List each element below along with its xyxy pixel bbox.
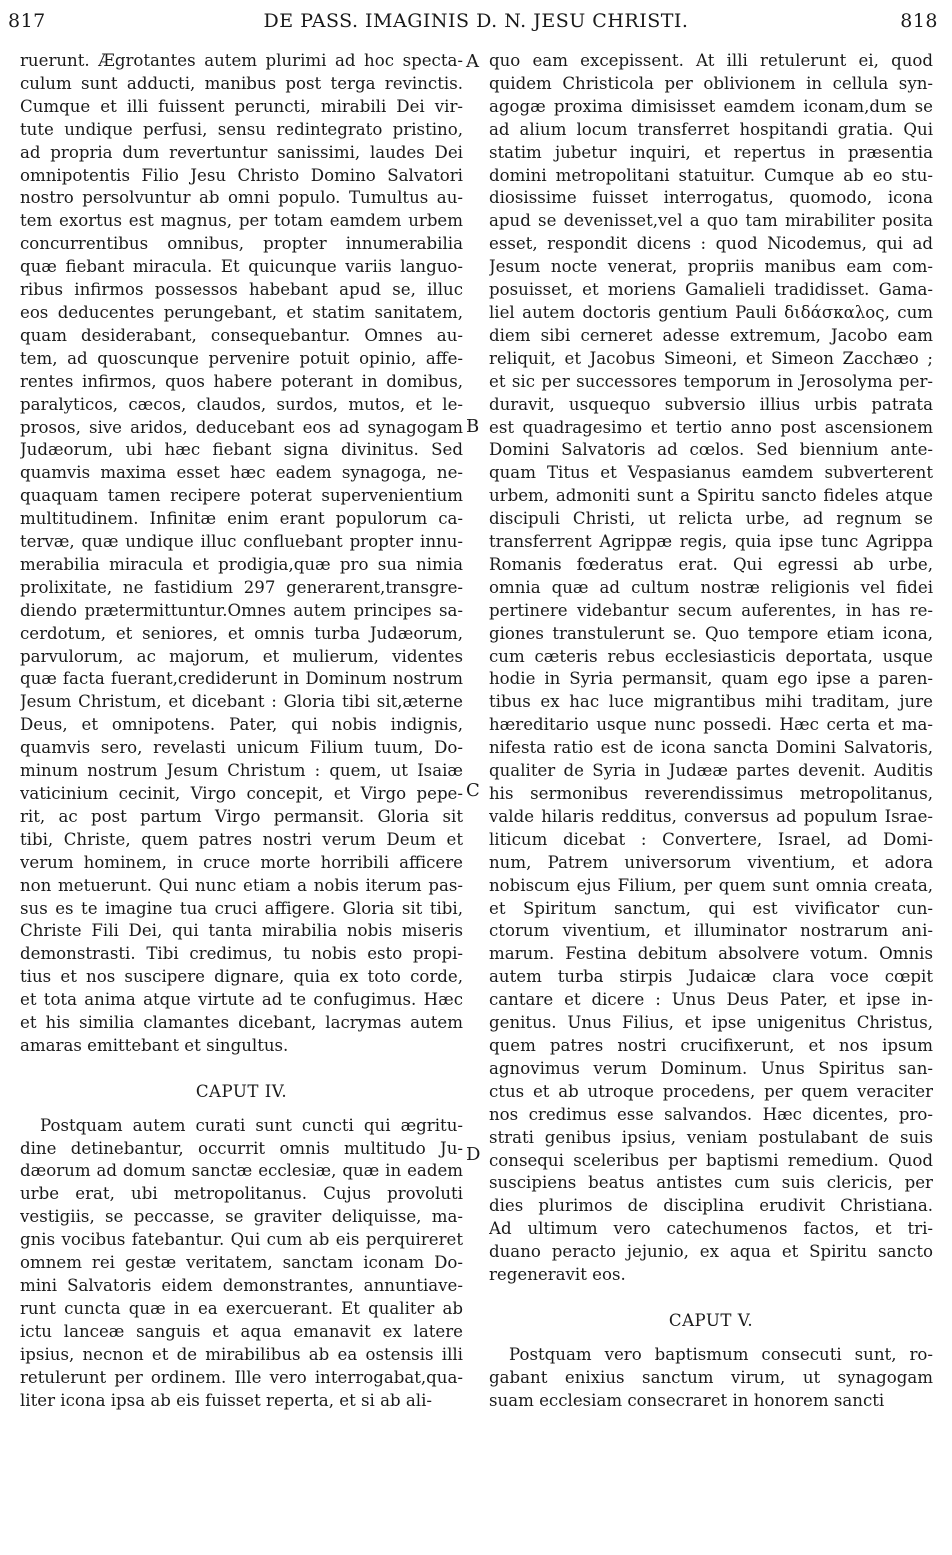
text-line: quæ fiebant miracula. Et quicunque variis languo- bbox=[20, 257, 463, 277]
text-line: quaquam tamen recipere poterat supervenientium bbox=[20, 486, 463, 506]
text-line: gabant enixius sanctum virum, ut synagogam bbox=[489, 1367, 933, 1387]
text-line: consequi sceleribus per baptismi remedium. Quod bbox=[489, 1150, 933, 1170]
right-column bbox=[489, 50, 933, 1412]
text-line: strati genibus ipsius, veniam postulabant de suis bbox=[489, 1127, 933, 1147]
chapter-heading-iv: CAPUT IV. bbox=[195, 1081, 288, 1101]
text-line: domini metropolitani statuitur. Cumque ab eo stu- bbox=[489, 165, 933, 185]
text-line: tibus ex hac luce migrantibus mihi traditam, jure bbox=[489, 692, 933, 712]
text-line: ruerunt. Ægrotantes autem plurimi ad hoc specta- bbox=[20, 51, 463, 70]
text-line: liticum dicebat : Convertere, Israel, ad Domi- bbox=[489, 829, 933, 849]
text-line: hæreditario usque nunc possedi. Hæc certa et ma- bbox=[489, 715, 933, 735]
text-line: his sermonibus reverendissimus metropolitanus, bbox=[489, 784, 933, 803]
text-line: ad alium locum transferret hospitandi gratia. Qui bbox=[489, 119, 933, 139]
text-line: agnovimus verum Dominum. Unus Spiritus san- bbox=[489, 1058, 933, 1078]
text-line: Domini Salvatoris ad cœlos. Sed biennium ante- bbox=[489, 440, 933, 460]
text-line: Ad ultimum vero catechumenos factos, et tri- bbox=[489, 1219, 933, 1239]
text-line: diem sibi cerneret adesse extremum, Jacobo eam bbox=[489, 325, 933, 345]
text-line: liel autem doctoris gentium Pauli διδάσκαλος, cum bbox=[489, 302, 933, 322]
left-page-number: 817 bbox=[8, 10, 46, 32]
text-line: Jesum Christum, et dicebant : Gloria tibi sit,æterne bbox=[20, 692, 463, 712]
text-line: tius et nos suscipere dignare, quia ex toto corde, bbox=[20, 967, 463, 987]
margin-marker-c: C bbox=[466, 780, 480, 801]
text-line: gnis vocibus fatebantur. Qui cum ab eis perquireret bbox=[20, 1230, 463, 1250]
text-line: tibi, Christe, quem patres nostri verum Deum et bbox=[20, 829, 463, 849]
text-line: marum. Festina debitum absolvere votum. Omnis bbox=[489, 944, 933, 964]
text-line: ipsius, necnon et de mirabilibus ab ea ostensis illi bbox=[20, 1344, 463, 1364]
text-line: demonstrasti. Tibi credimus, tu nobis esto propi- bbox=[20, 944, 463, 964]
text-line: non metuerunt. Qui nunc etiam a nobis iterum pas- bbox=[20, 875, 463, 895]
text-line: statim jubetur inquiri, et repertus in præsentia bbox=[489, 142, 933, 162]
text-line: quæ facta fuerant,crediderunt in Dominum nostrum bbox=[20, 669, 463, 689]
text-line: paralyticos, cæcos, claudos, surdos, mutos, et le- bbox=[20, 394, 463, 414]
text-line: ribus infirmos possessos habebant apud se, illuc bbox=[20, 280, 463, 300]
left-paragraph-1 bbox=[20, 50, 463, 1058]
text-line: culum sunt adducti, manibus post terga revinctis. bbox=[20, 73, 463, 93]
text-line: transferrent Agrippæ regis, quia ipse tunc Agrippa bbox=[489, 532, 933, 552]
text-line: quamvis maxima esset hæc eadem synagoga, ne- bbox=[20, 463, 463, 483]
text-line: cerdotum, et seniores, et omnis turba Judæorum, bbox=[20, 623, 463, 643]
text-line: ictu lanceæ sanguis et aqua emanavit ex latere bbox=[20, 1321, 463, 1341]
text-line: num, Patrem universorum viventium, et adora bbox=[489, 852, 933, 872]
running-title: DE PASS. IMAGINIS D. N. JESU CHRISTI. bbox=[263, 10, 689, 32]
text-line: omnipotentis Filio Jesu Christo Domino Salvatori bbox=[20, 165, 463, 185]
text-line: apud se devenisset,vel a quo tam mirabiliter posita bbox=[489, 211, 933, 231]
text-line: autem turba stirpis Judaicæ clara voce cœpit bbox=[489, 967, 933, 987]
text-line: cantare et dicere : Unus Deus Pater, et ipse in- bbox=[489, 990, 933, 1010]
text-line: minum nostrum Jesum Christum : quem, ut Isaiæ bbox=[20, 761, 463, 781]
text-line: sus es te imagine tua cruci affigere. Gloria sit tibi, bbox=[20, 898, 463, 918]
text-line: Postquam vero baptismum consecuti sunt, ro- bbox=[509, 1344, 933, 1364]
text-line: omnem rei gestæ veritatem, sanctam iconam Do- bbox=[20, 1253, 463, 1273]
text-line: verum hominem, in cruce morte horribili afficere bbox=[20, 852, 463, 872]
text-line: nifesta ratio est de icona sancta Domini Salvatoris, bbox=[489, 738, 933, 758]
text-line: rentes infirmos, quos habere poterant in domibus, bbox=[20, 371, 463, 391]
text-line: et Spiritum sanctum, qui est vivificator cun- bbox=[489, 898, 933, 918]
text-line: quam desiderabant, consequebantur. Omnes au- bbox=[20, 325, 463, 345]
text-line: duravit, usquequo subversio illius urbis patrata bbox=[489, 394, 933, 414]
text-line: qualiter de Syria in Judææ partes devenit. Auditis bbox=[489, 761, 933, 781]
text-line: diendo prætermittuntur.Omnes autem principes sa- bbox=[20, 600, 463, 620]
left-paragraph-2 bbox=[20, 1115, 463, 1413]
text-line: valde hilaris redditus, conversus ad populum Israe- bbox=[489, 806, 933, 826]
margin-marker-d: D bbox=[466, 1144, 481, 1165]
text-line: nobiscum ejus Filium, per quem sunt omnia creata, bbox=[489, 875, 933, 895]
text-line: multitudinem. Infinitæ enim erant populorum ca- bbox=[20, 509, 463, 529]
text-line: ctorum viventium, et illuminator nostrarum ani- bbox=[489, 921, 933, 941]
left-column bbox=[20, 50, 463, 1412]
text-line: et sic per successores temporum in Jerosolyma per- bbox=[489, 371, 933, 391]
text-line: tervæ, quæ undique illuc confluebant propter innu- bbox=[20, 532, 463, 552]
text-line: discipuli Christi, ut relicta urbe, ad regnum se bbox=[489, 509, 933, 529]
margin-marker-a: A bbox=[466, 51, 479, 72]
text-line: Romanis fœderatus erat. Qui egressi ab urbe, bbox=[489, 554, 933, 574]
right-page-number: 818 bbox=[900, 10, 938, 32]
text-line: quam Titus et Vespasianus eamdem subverterent bbox=[489, 463, 933, 483]
text-line: vestigiis, se peccasse, se graviter deliquisse, ma- bbox=[20, 1207, 463, 1227]
text-line: est quadragesimo et tertio anno post ascensionem bbox=[489, 417, 933, 437]
text-line: nos credimus esse salvandos. Hæc dicentes, pro- bbox=[489, 1104, 933, 1124]
text-line: quo eam excepissent. At illi retulerunt ei, quod bbox=[489, 51, 933, 70]
text-line: urbem, admoniti sunt a Spiritu sancto fideles atque bbox=[489, 486, 933, 506]
text-line: Jesum nocte venerat, propriis manibus eam com- bbox=[489, 257, 933, 277]
margin-marker-b: B bbox=[466, 416, 480, 437]
text-line: rit, ac post partum Virgo permansit. Gloria sit bbox=[20, 806, 463, 826]
chapter-heading-v: CAPUT V. bbox=[668, 1310, 754, 1330]
text-line: tute undique perfusi, sensu redintegrato pristino, bbox=[20, 119, 463, 139]
text-line: giones transtulerunt se. Quo tempore etiam icona, bbox=[489, 623, 933, 643]
text-line: mini Salvatoris eidem demonstrantes, annuntiave- bbox=[20, 1276, 463, 1296]
text-line: dies plurimos de disciplina erudivit Christiana. bbox=[489, 1196, 933, 1216]
text-line: urbe erat, ubi metropolitanus. Cujus provoluti bbox=[20, 1184, 463, 1204]
text-line: genitus. Unus Filius, et ipse unigenitus Christus, bbox=[489, 1013, 933, 1033]
text-line: runt cuncta quæ in ea exercuerant. Et qualiter ab bbox=[20, 1298, 463, 1318]
text-line: suscipiens beatus antistes cum suis clericis, per bbox=[489, 1173, 933, 1193]
text-line: Postquam autem curati sunt cuncti qui ægritu- bbox=[40, 1115, 463, 1135]
text-line: et his similia clamantes dicebant, lacrymas autem bbox=[20, 1013, 463, 1033]
text-line: et tota anima atque virtute ad te confugimus. Hæc bbox=[20, 990, 463, 1010]
text-line: agogæ proxima dimisisset eamdem iconam,dum se bbox=[489, 96, 933, 116]
text-line: ad propria dum revertuntur sanissimi, laudes Dei bbox=[20, 142, 463, 162]
text-line: Cumque et illi fuissent peruncti, mirabili Dei vir- bbox=[20, 96, 463, 116]
text-line: regeneravit eos. bbox=[489, 1265, 626, 1285]
text-line: omnia quæ ad cultum nostræ religionis vel fidei bbox=[489, 577, 933, 597]
text-line: diosissime fuisset interrogatus, quomodo, icona bbox=[489, 188, 933, 208]
text-line: suam ecclesiam consecraret in honorem sancti bbox=[489, 1390, 885, 1410]
text-line: Judæorum, ubi hæc fiebant signa divinitus. Sed bbox=[20, 440, 463, 460]
text-line: reliquit, et Jacobus Simeoni, et Simeon Zacchæo ; bbox=[489, 348, 933, 368]
text-line: dæorum ad domum sanctæ ecclesiæ, quæ in eadem bbox=[20, 1161, 463, 1181]
text-line: concurrentibus omnibus, propter innumerabilia bbox=[20, 234, 463, 254]
text-line: dine detinebantur, occurrit omnis multitudo Ju- bbox=[20, 1138, 463, 1158]
text-line: vaticinium cecinit, Virgo concepit, et Virgo pepe- bbox=[20, 784, 463, 803]
text-line: eos deducentes perungebant, et statim sanitatem, bbox=[20, 302, 463, 322]
text-line: tem, ad quoscunque pervenire potuit opinio, affe- bbox=[20, 348, 463, 368]
text-line: Deus, et omnipotens. Pater, qui nobis indignis, bbox=[20, 715, 463, 735]
text-line: retulerunt per ordinem. Ille vero interrogabat,qua- bbox=[20, 1367, 463, 1387]
text-line: duano peracto jejunio, ex aqua et Spiritu sancto bbox=[489, 1242, 933, 1262]
text-line: prolixitate, ne fastidium 297 generarent,transgre- bbox=[20, 577, 463, 597]
text-line: posuisset, et moriens Gamalieli tradidisset. Gama- bbox=[489, 280, 933, 300]
text-line: quamvis sero, revelasti unicum Filium tuum, Do- bbox=[20, 738, 463, 758]
text-line: quem patres nostri crucifixerunt, et nos ipsum bbox=[489, 1035, 933, 1055]
text-line: hodie in Syria permansit, quam ego ipse a paren- bbox=[489, 669, 933, 689]
right-paragraph-2 bbox=[489, 1344, 933, 1413]
text-line: merabilia miracula et prodigia,quæ pro sua nimia bbox=[20, 554, 463, 574]
text-line: cum cæteris rebus ecclesiasticis deportata, usque bbox=[489, 646, 933, 666]
text-line: ctus et ab utroque procedens, per quem veraciter bbox=[489, 1081, 933, 1101]
text-line: amaras emittebant et singultus. bbox=[20, 1035, 289, 1055]
text-line: liter icona ipsa ab eis fuisset reperta, et si ab ali- bbox=[20, 1390, 433, 1410]
right-paragraph-1 bbox=[489, 50, 933, 1287]
text-line: prosos, sive aridos, deducebant eos ad synagogam bbox=[20, 417, 463, 437]
text-line: esset, respondit dicens : quod Nicodemus, qui ad bbox=[489, 234, 933, 254]
text-line: pertinere videbantur secum auferentes, in has re- bbox=[489, 600, 933, 620]
text-line: nostro persolvuntur ab omni populo. Tumultus au- bbox=[20, 188, 463, 208]
text-line: quidem Christicola per oblivionem in cellula syn- bbox=[489, 73, 933, 93]
text-line: parvulorum, ac majorum, et mulierum, videntes bbox=[20, 646, 463, 666]
text-line: tem exortus est magnus, per totam eamdem urbem bbox=[20, 211, 463, 231]
text-line: Christe Fili Dei, qui tanta mirabilia nobis miseris bbox=[20, 921, 463, 941]
